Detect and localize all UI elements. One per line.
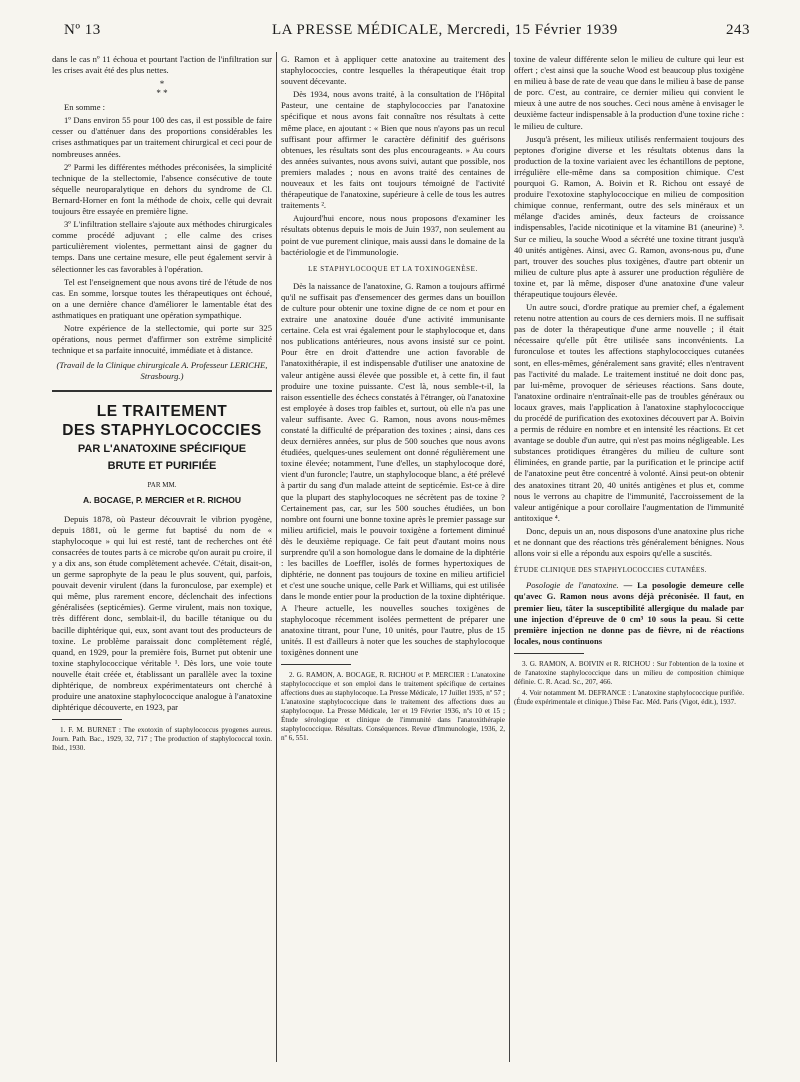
column-1 xyxy=(52,54,272,755)
column-divider xyxy=(276,52,277,1062)
footnote: 1. F. M. BURNET : The exotoxin of staphylococcus pyogenes aureus. Journ. Path. Bac., 1929, 32, 717 ; The production of staphylococcal toxin. Ibid., 1930. xyxy=(52,726,272,753)
article-authors: A. BOCAGE, P. MERCIER et R. RICHOU xyxy=(82,494,242,505)
article-title-line-1: LE TRAITEMENT xyxy=(96,403,228,421)
paragraph: Aujourd'hui encore, nous nous proposons d'examiner les résultats obtenus depuis le mois de Juin 1937, non seulement au point de vue purement clinique, mais aussi dans le domaine de la bactériologie et de l'immunologie. xyxy=(281,213,505,257)
paragraph: 1º Dans environ 55 pour 100 des cas, il est possible de faire cesser ou d'atténuer dans des proportions considérables les crises asthmatiques par un traitement chirurgical et ceci pour de nombreuses années. xyxy=(52,115,272,159)
column-divider xyxy=(509,52,510,1062)
posology-label: Posologie de l'anatoxine. xyxy=(526,580,619,591)
paragraph: 3º L'infiltration stellaire s'ajoute aux méthodes chirurgicales comme procédé adjuvant ; elle calme des crises particulièrement violentes, permettant ainsi de gagner du temps. Dans une certaine mesure, elle peut également servir à sélectionner les cas favorables à l'opération. xyxy=(52,219,272,274)
footnote-divider xyxy=(281,664,351,665)
paragraph: Notre expérience de la stellectomie, qui porte sur 325 opérations, nous permet d'affirmer son extrême simplicité technique et sa parfaite innocuité, immédiate et à distance. xyxy=(52,322,272,356)
credit-line: (Travail de la Clinique chirurgicale A. Professeur LERICHE, Strasbourg.) xyxy=(56,360,268,382)
journal-title: LA PRESSE MÉDICALE, Mercredi, 15 Février 1939 xyxy=(272,22,618,38)
paragraph: Dès la naissance de l'anatoxine, G. Ramon a toujours affirmé qu'il ne suffisait pas d'ensemencer des germes dans un bouillon de culture pour obtenir une toxine digne de ce nom et pour en extraire une anatoxine douée d'une activité immunisante certaine. Cela est vrai également pour le staphylocoque et, dans nos publications antérieures, nous avons insisté sur ce point. Pour être en droit d'attendre une action favorable de l'anatoxithérapie, il est indispensable d'utiliser une anatoxine de valeur antigène aussi élevée que possible et, à cette fin, il faut produire une toxine puissante. C'est là, nous semble-t-il, la raison essentielle des échecs constatés à l'étranger, où l'anatoxine est employée à doses trop faibles et, surtout, où elle n'a pas une valeur suffisante. Avec G. Ramon, nous avons nous-mêmes constaté la difficulté de préparation des toxines ; ainsi, dans ces deux dernières années, sur plus de 500 souches que nous avons étudiées, quelques-unes seulement ont donné régulièrement une toxine élevée; notamment, l'une d'elles, un staphylocoque doré, vient d'un furoncle; l'autre, un staphylocoque blanc, a été prélevé à partir du sang d'un malade atteint de septicémie. Est-ce à dire que la plupart des staphylocoques ne sécrètent pas de toxine ? Certainement pas, car, sur les 500 souches étudiées, un bon nombre ont fourni une bonne toxine après le premier passage sur milieu artificiel, mais le pouvoir toxigène a fortement diminué dès le deuxième repiquage. Ce fait peut d'autant moins nous surprendre qu'il a son homologue dans le domaine de la diphtérie : les bacilles de Loeffler, isolés de formes hypertoxiques de diphtérie, ne donnent pas toujours de toxine en milieu artificiel et c'est une souche unique, celle Park et Williams, qui est utilisée dans le monde entier pour la production de la toxine diphtérique. A l'heure actuelle, les nouvelles souches toxigènes de staphylocoque récemment isolées permettent de préparer une anatoxine titrant, pour l'une, 10 unités, pour l'autre, plus de 15 unités. Il est d'ailleurs à noter que les souches de staphylocoque toxigènes donnent une xyxy=(281,280,505,657)
paragraph: Depuis 1878, où Pasteur découvrait le vibrion pyogène, depuis 1881, où le germe fut baptisé du nom de « staphylocoque » qui lui est resté, tant de recherches ont été consacrées de toutes parts à ce microbe qu'on aurait pu croire, il y a dix ans, son étude complètement achevée. C'était, disait-on, un germe saprophyte de la peau le plus souvent, qui, parfois, pouvait devenir virulent (dans la furonculose, par exemple) et qui même, plus rarement encore, déclenchait des infections généralisées (septicémies). Germe virulent, mais non toxique, très différent donc, semblait-il, du bacille tétanique ou du bacille diphtérique qui, eux, sont avant tout des producteurs de toxine. Le problème paraissait donc complètement réglé, quand, en 1929, pour la première fois, Burnet put obtenir une toxine staphylococcique véritable ¹. Dès lors, une voie toute nouvelle était créée et, établissant un parallèle avec la toxine diphtérique, de nombreux expérimentateurs ont cherché à produire une anatoxine staphylococcique analogue à l'anatoxine diphtérique découverte, en 1923, par xyxy=(52,513,272,713)
footnote: 3. G. RAMON, A. BOIVIN et R. RICHOU : Sur l'obtention de la toxine et de l'anatoxine staphylococcique dans un milieu de composition chimique définie. C. R. Acad. Sc., 207, 466. xyxy=(514,659,744,686)
section-heading: ÉTUDE CLINIQUE DES STAPHYLOCOCCIES CUTANÉES. xyxy=(514,566,707,575)
paragraph: dans le cas nº 11 échoua et pourtant l'action de l'infiltration sur les crises avait été des plus nettes. xyxy=(52,54,272,76)
summary-title: En somme : xyxy=(64,102,106,113)
paragraph: 2º Parmi les différentes méthodes préconisées, la simplicité technique de la stellectomie, l'absence consécutive de toute séquelle neuroparalytique en dehors du syndrome de Cl. Bernard-Horner en font la méthode de choix, celle qui devrait toujours être essayée en première ligne. xyxy=(52,161,272,217)
footnote: 4. Voir notamment M. DEFRANCE : L'anatoxine staphylococcique purifiée. (Étude expérimentale et clinique.) Thèse Fac. Méd. Paris (Vigot, édit.), 1937. xyxy=(514,688,744,706)
footnote-divider xyxy=(514,653,584,654)
page-header xyxy=(40,22,760,44)
column-2 xyxy=(281,54,505,745)
paragraph: Dès 1934, nous avons traité, à la consultation de l'Hôpital Pasteur, une centaine de staphylococcies par l'anatoxine spécifique et nous avons fait connaître nos résultats à cette même place, en ajoutant : « Bien que nous n'ayons pas un recul suffisant pour affirmer le caractère définitif des guérisons obtenues, les résultats sont des plus encourageants. » Au cours des années suivantes, nous avons suivi, autant que possible, nos premiers malades ; nous en avons traité des centaines de nouveaux et les faits ont toujours témoigné de l'activité thérapeutique de l'anatoxine, supérieure à celle de tous les autres traitements ². xyxy=(281,89,505,211)
paragraph: G. Ramon et à appliquer cette anatoxine au traitement des staphylococcies, contre lesquelles la thérapeutique était trop souvent décevante. xyxy=(281,54,505,87)
byline-par: PAR MM. xyxy=(147,481,177,490)
posology-text: — La posologie demeure celle qu'avec G. Ramon nous avons déjà préconisée. Il faut, en premier lieu, tâter la susceptibilité allergique du malade par une injection d'épreuve de 0 cm³ 10 sous la peau. Si cette première injection ne donne pas de fièvre, ni de réactions locales, nous continuons xyxy=(514,580,744,646)
paragraph: Donc, depuis un an, nous disposons d'une anatoxine plus riche et ne donnant que des réactions très généralement bénignes. Nous allons voir si elle a répondu aux espoirs qu'elle a suscités. xyxy=(514,525,744,559)
paragraph: toxine de valeur différente selon le milieu de culture qui leur est offert ; c'est ainsi que la souche Wood est beaucoup plus toxigène en milieu à base de rate de veau que dans le milieu à base de panse de porc. C'est, au contraire, ce dernier milieu qui convient le mieux à une autre de nos souches. Ceci nous amène à envisager le deuxième facteur indispensable à la production d'une toxine riche : le milieu de culture. xyxy=(514,54,744,131)
article-subtitle-line-1: PAR L'ANATOXINE SPÉCIFIQUE xyxy=(77,443,247,456)
page-number: 243 xyxy=(726,22,750,38)
article-title-line-2: DES STAPHYLOCOCCIES xyxy=(62,422,262,440)
column-3 xyxy=(514,54,744,709)
section-heading: LE STAPHYLOCOQUE ET LA TOXINOGENÈSE. xyxy=(308,264,478,273)
section-stars: * * * xyxy=(156,79,168,99)
footnote-divider xyxy=(52,719,122,720)
article-subtitle-line-2: BRUTE ET PURIFIÉE xyxy=(107,460,217,473)
divider xyxy=(52,390,272,392)
issue-number: Nº 13 xyxy=(64,22,101,38)
paragraph: Jusqu'à présent, les milieux utilisés renfermaient toujours des peptones d'origine diverse et les résultats obtenus dans la production de la toxine variaient avec les échantillons de peptone, irrégulière elle-même dans sa composition chimique. C'est pourquoi G. Ramon, A. Boivin et R. Richou ont essayé de produire l'exotoxine staphylococcique en milieu de composition chimique connue, renfermant, outre des sels minéraux et un mélange d'acides aminés, deux facteurs de croissance indispensables, l'acide nicotinique et la vitamine B1 (aneurine) ³. Sur ce milieu, la souche Wood a sécrété une toxine titrant jusqu'à 40 unités antigènes. Ainsi, avec G. Ramon, avons-nous pu, d'une part, trouver des souches plus toxigènes, d'autre part obtenir un milieu de culture plus apte à assurer une production régulière de toxine et, par là même, disposer d'une anatoxine d'une valeur thérapeutique toujours élevée. xyxy=(514,133,744,299)
paragraph: Tel est l'enseignement que nous avons tiré de l'étude de nos cas. En somme, lorsque toutes les thérapeutiques ont échoué, on a une dernière chance d'améliorer le lamentable état des asthmatiques en pratiquant une opération sympathique. xyxy=(52,276,272,320)
paragraph xyxy=(514,580,744,647)
footnote: 2. G. RAMON, A. BOCAGE, R. RICHOU et P. MERCIER : L'anatoxine staphylococcique et son emploi dans le traitement spécifique de certaines affections dues au staphylocoque. La Presse Médicale, 17 Juillet 1935, nº 57 ; L'anatoxine staphylococcique dans le traitement des affections dues au staphylocoque. La Presse Médicale, 1er et 19 Février 1936, nºs 10 et 15 ; Étude sérologique et clinique de l'immunité dans l'anatoxithérapie staphylococcique. Résultats. Conséquences. Revue d'Immunologie, 1936, 2, nº 6, 551. xyxy=(281,670,505,742)
paragraph: Un autre souci, d'ordre pratique au premier chef, a également retenu notre attention au cours de ces derniers mois. Il ne suffisait pas de doter la thérapeutique d'une arme nouvelle ; il était nécessaire qu'elle pût être utilisée sans inconvénients. La furonculose et toutes les affections staphylococciques cutanées sont, en elles-mêmes, généralement sans gravité; elles n'entravent pas l'activité du malade. Le traitement institué ne doit donc pas, par lui-même, provoquer de sérieuses réactions. Sans doute, l'anatoxine ordinaire n'entraînait-elle pas de troubles généraux ou locaux graves, mais l'application à l'anatoxine staphylococcique du procédé de purification des exotoxines découvert par A. Boivin a permis de réduire en nombre et en intensité les réactions. Et cet avantage se double d'un autre, qui n'est pas moins négligeable. Les substances protidiques étrangères du milieu de culture sont éliminées, en grande partie, par la purification et le principe actif de l'anatoxine peut être concentré à volonté. Ainsi peut-on obtenir des anatoxines titrant 20, 40 unités antigènes et plus et, comme nous le verrons au chapitre de l'immunité, l'accroissement de la valeur antigénique a pour corollaire l'augmentation de l'immunité antitoxique ⁴. xyxy=(514,302,744,523)
